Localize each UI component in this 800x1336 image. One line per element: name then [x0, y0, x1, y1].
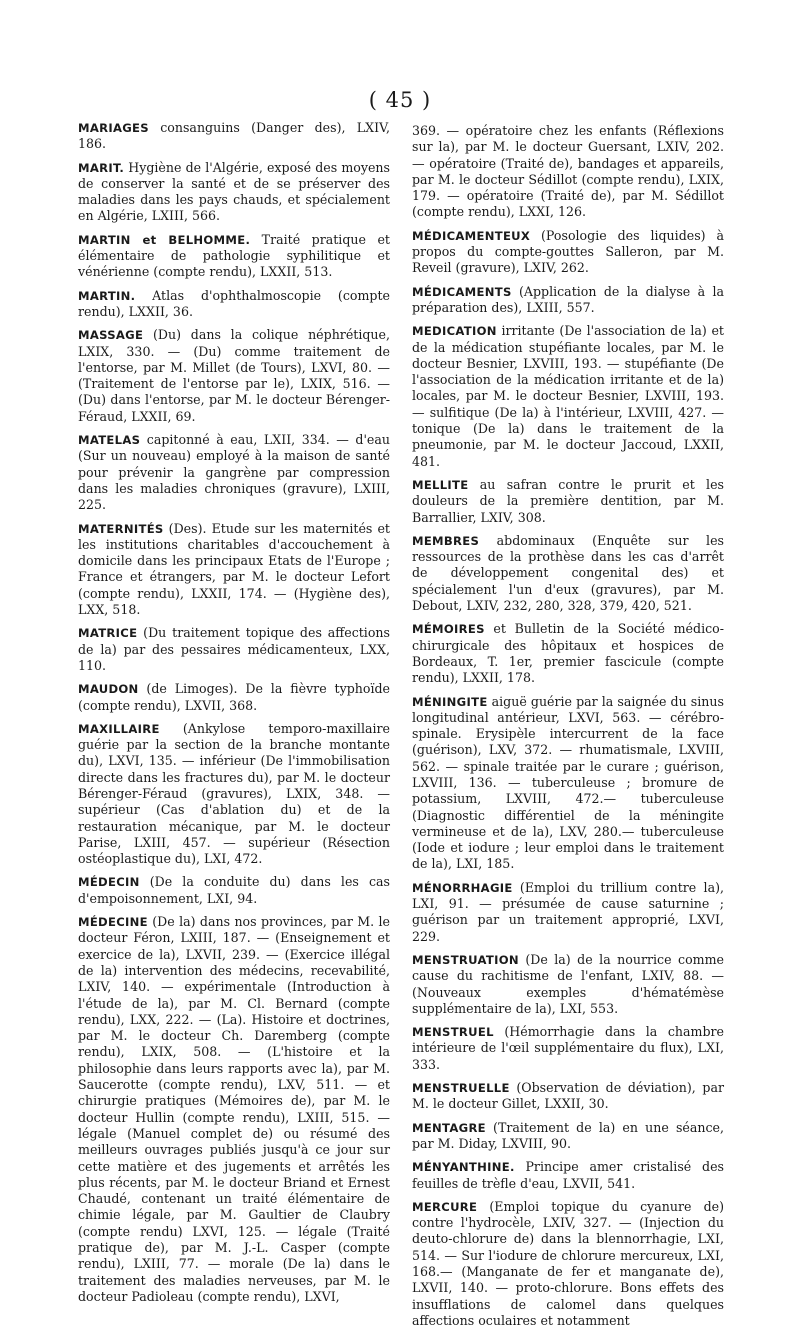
entry-headword: MELLITE	[412, 477, 469, 492]
entry-text: 369. — opératoire chez les enfants (Réflexions sur la), par M. le docteur Guersant, LXIV, 202. — opératoire (Traité de), bandages et appareils, par M. le docteur Sédillot (compte rendu), LXIX, 179. — opératoire (Traité de), par M. Sédillot (compte rendu), LXXI, 126.	[412, 123, 724, 220]
entry-text: (Application de la dialyse à la préparation des), LXIII, 557.	[412, 283, 724, 315]
entry-text: au safran contre le prurit et les douleurs de la première dentition, par M. Barrallier, LXIV, 308.	[412, 476, 724, 525]
entry-text: capitonné à eau, LXII, 334. — d'eau (Sur un nouveau) employé à la maison de santé pour prévenir la gangrène par compression dans les maladies chroniques (gravure), LXIII, 225.	[78, 432, 390, 513]
entry-headword: MÉNINGITE	[412, 694, 488, 709]
entry-headword: MÉNYANTHINE.	[412, 1160, 515, 1175]
entry-text: (Emploi du trillium contre la), LXI, 91. — présumée de cause saturnine ; guérison par un traitement approprié, LXVI, 229.	[412, 879, 724, 944]
entry-text: aiguë guérie par la saignée du sinus longitudinal antérieur, LXVI, 563. — cérébro-spinale. Erysipèle intercurrent de la face (guérison), LXV, 372. — rhumatismale, LXVIII, 562. — spinale traitée par le curare ; guérison, LXVIII, 136. — tuberculeuse ; bromure de potassium, LXVIII, 472.— tuberculeuse (Diagnostic différentiel de la méningite vermineuse et de la), LXV, 280.— tuberculeuse (Iode et iodure ; leur emploi dans le traitement de la), LXI, 185.	[412, 693, 724, 872]
entry-text: irritante (De l'association de la) et de la médication stupéfiante locales, par M. le docteur Besnier, LXVIII, 193. — stupéfiante (De l'association de la médication irritante et de la) locales, par M. le docteur Besnier, LXVIII, 193. — sulfitique (De la) à l'intérieur, LXVIII, 427. — tonique (De la) dans le traitement de la pneumonie, par M. le docteur Jaccoud, LXXII, 481.	[412, 323, 724, 469]
entry-text: (Observation de déviation), par M. le docteur Gillet, LXXII, 30.	[412, 1080, 724, 1112]
entry-text: (Posologie des liquides) à propos du compte-gouttes Salleron, par M. Reveil (gravure), LXIV, 262.	[412, 227, 724, 276]
entry-headword: MENSTRUATION	[412, 952, 519, 967]
index-entry	[412, 323, 724, 470]
entry-headword: MATELAS	[78, 433, 141, 448]
entry-text: abdominaux (Enquête sur les ressources de la prothèse dans les cas d'arrêt de développement congenital des) et spécialement l'un d'eux (gravures), par M. Debout, LXIV, 232, 280, 328, 379, 420, 521.	[412, 532, 724, 614]
index-entry	[78, 721, 390, 868]
entry-text: et Bulletin de la Société médico-chirurgicale des hôpitaux et hospices de Bordeaux, T. 1er, premier fascicule (compte rendu), LXXII, 178.	[412, 621, 724, 686]
entry-text: (De la) de la nourrice comme cause du rachitisme de l'enfant, LXIV, 88. — (Nouveaux exemples d'hématémèse supplémentaire de la), LXI, 553.	[412, 951, 724, 1016]
entry-headword: MARIAGES	[78, 121, 149, 135]
entry-text: (Traitement de la) en une séance, par M. Diday, LXVIII, 90.	[412, 1119, 724, 1151]
index-entry	[412, 1199, 724, 1329]
entry-headword: MÉNORRHAGIE	[412, 880, 513, 895]
entry-headword: MENTAGRE	[412, 1120, 486, 1135]
entry-headword: MÉDICAMENTEUX	[412, 228, 531, 243]
entry-headword: MARTIN.	[78, 288, 136, 303]
index-entry	[412, 477, 724, 526]
index-entry	[78, 432, 390, 513]
entry-text: (De la) dans nos provinces, par M. le docteur Féron, LXIII, 187. — (Enseignement et exercice de la), LXVII, 239. — (Exercice illégal de la) intervention des médecins, recevabilité, LXIV, 140. — expérimentale (Introduction à l'étude de la), par M. Cl. Bernard (compte rendu), LXX, 222. — (La). Histoire et doctrines, par M. le docteur Ch. Daremberg (compte rendu), LXIX, 508. — (L'histoire et la philosophie dans leurs rapports avec la), par M. Saucerotte (compte rendu), LXV, 511. — et chirurgie pratiques (Mémoires de), par M. le docteur Hullin (compte rendu), LXIII, 515. — légale (Manuel complet de) ou résumé des meilleurs ouvrages publiés jusqu'à ce jour sur cette matière et des jugements et arrêtés les plus récents, par M. le docteur Briand et Ernest Chaudé, contenant un traité élémentaire de chimie légale, par M. Gaultier de Claubry (compte rendu) LXVI, 125. — légale (Traité pratique de), par M. J.-L. Casper (compte rendu), LXIII, 77. — morale (De la) dans le traitement des maladies nerveuses, par M. le docteur Padioleau (compte rendu), LXVI,	[78, 914, 390, 1304]
index-entry	[412, 952, 724, 1017]
index-entry	[78, 914, 390, 1305]
entry-headword: MATRICE	[78, 626, 138, 641]
index-entry	[78, 874, 390, 907]
entry-text: (Ankylose temporo-maxillaire guérie par la section de la branche montante du), LXVI, 135. — inférieur (De l'immobilisation directe dans les fractures du), par M. le docteur Bérenger-Féraud (gravures), LXIX, 348. — supérieur (Cas d'ablation du) et de la restauration mécanique, par M. le docteur Parise, LXIII, 457. — supérieur (Résection ostéoplastique du), LXI, 472.	[78, 720, 390, 867]
index-entry	[78, 160, 390, 225]
entry-text: (Des). Etude sur les maternités et les institutions charitables d'accouchement à domicile dans les principaux Etats de l'Europe ; France et étrangers, par M. le docteur Lefort (compte rendu), LXXII, 174. — (Hygiène des), LXX, 518.	[78, 520, 390, 618]
entry-headword: MARTIN et BELHOMME.	[78, 232, 251, 247]
entry-text: Hygiène de l'Algérie, exposé des moyens de conserver la santé et de se préserver des maladies dans les pays chauds, et spécialement en Algérie, LXIII, 566.	[78, 159, 390, 224]
index-entry	[412, 123, 724, 221]
entry-headword: MÉDECINE	[78, 915, 148, 930]
entry-text: consanguins (Danger des), LXIV, 186.	[78, 120, 390, 152]
index-entry	[78, 327, 390, 425]
left-column	[78, 120, 390, 1312]
index-entry	[78, 288, 390, 321]
entry-text: (Emploi topique du cyanure de) contre l'hydrocèle, LXIV, 327. — (Injection du deuto-chlorure de) dans la blennorrhagie, LXI, 514. — Sur l'iodure de chlorure mercureux, LXI, 168.— (Manganate de fer et manganate de), LXVII, 140. — proto-chlorure. Bons effets des insufflations de calomel dans quelques affections oculaires et notamment	[412, 1198, 724, 1328]
index-entry	[412, 228, 724, 277]
index-entry	[412, 694, 724, 873]
entry-headword: MAUDON	[78, 682, 139, 697]
entry-headword: MARIT.	[78, 160, 125, 175]
index-entry	[412, 1024, 724, 1073]
right-column	[412, 123, 724, 1336]
entry-text: Principe amer cristalisé des feuilles de trèfle d'eau, LXVII, 541.	[412, 1159, 724, 1191]
entry-headword: MASSAGE	[78, 328, 144, 343]
entry-headword: MÉDECIN	[78, 875, 140, 890]
entry-headword: MÉDICAMENTS	[412, 284, 512, 299]
entry-headword: MENSTRUEL	[412, 1025, 494, 1040]
entry-text: Traité pratique et élémentaire de pathologie syphilitique et vénérienne (compte rendu), LXXII, 513.	[78, 231, 390, 280]
entry-headword: MEMBRES	[412, 533, 480, 548]
index-entry	[412, 1120, 724, 1153]
index-entry	[78, 681, 390, 714]
entry-headword: MENSTRUELLE	[412, 1081, 510, 1096]
entry-headword: MAXILLAIRE	[78, 721, 160, 736]
index-entry	[412, 1159, 724, 1192]
page-number: ( 45 )	[368, 88, 432, 112]
index-entry	[78, 120, 390, 153]
entry-text: (de Limoges). De la fièvre typhoïde (compte rendu), LXVII, 368.	[78, 681, 390, 713]
index-entry	[412, 284, 724, 317]
entry-headword: MATERNITÉS	[78, 521, 164, 536]
index-entry	[78, 232, 390, 281]
index-entry	[412, 1080, 724, 1113]
entry-headword: MÉMOIRES	[412, 622, 485, 637]
entry-text: (Du) dans la colique néphrétique, LXIX, 330. — (Du) comme traitement de l'entorse, par M. Millet (de Tours), LXVI, 80. — (Traitement de l'entorse par le), LXIX, 516. — (Du) dans l'entorse, par M. le docteur Bérenger-Féraud, LXXII, 69.	[78, 327, 390, 424]
entry-text: (Hémorrhagie dans la chambre intérieure de l'œil supplémentaire du flux), LXI, 333.	[412, 1024, 724, 1072]
index-entry	[78, 625, 390, 674]
entry-headword: MERCURE	[412, 1199, 478, 1214]
index-entry	[78, 521, 390, 619]
index-entry	[412, 533, 724, 614]
index-entry	[412, 621, 724, 686]
entry-text: Atlas d'ophthalmoscopie (compte rendu), LXXII, 36.	[78, 287, 390, 319]
entry-headword: MEDICATION	[412, 324, 497, 339]
entry-text: (Du traitement topique des affections de la) par des pessaires médicamenteux, LXX, 110.	[78, 625, 390, 673]
entry-text: (De la conduite du) dans les cas d'empoisonnement, LXI, 94.	[78, 874, 390, 906]
index-entry	[412, 880, 724, 945]
